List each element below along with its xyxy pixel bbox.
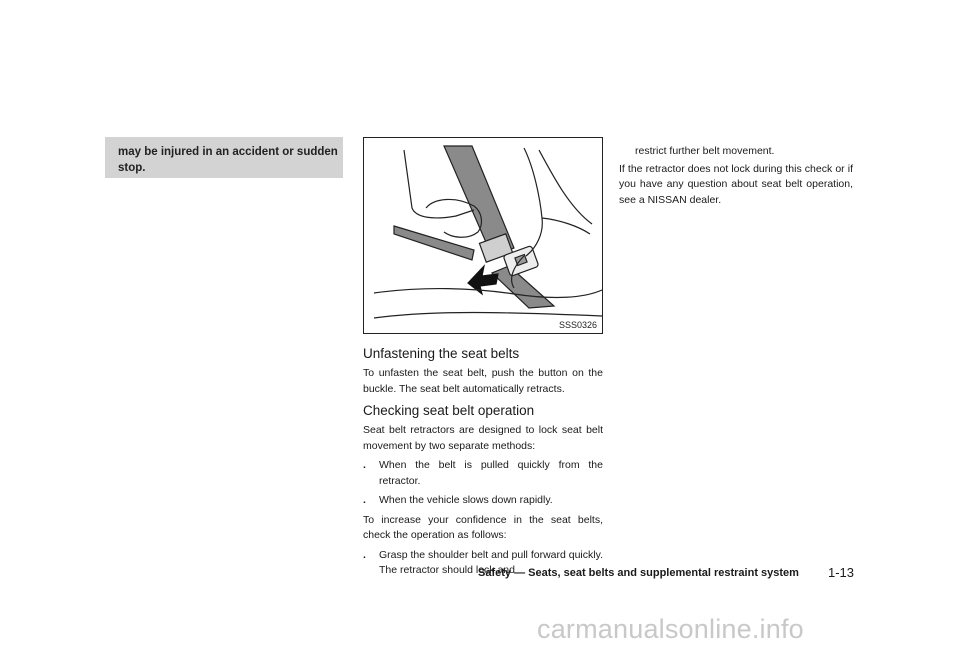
figure-code: SSS0326 xyxy=(558,320,597,330)
heading-unfastening: Unfastening the seat belts xyxy=(363,346,520,361)
paragraph-increase: To increase your confidence in the seat belts, check the operation as follows: xyxy=(363,513,603,541)
paragraph-dealer-note: If the retractor does not lock during this check or if you have any question about seat belt operation, see a NISSAN dealer. xyxy=(619,162,853,206)
column-right xyxy=(619,144,853,212)
warning-text: may be injured in an accident or sudden stop. xyxy=(118,146,338,174)
page-number: 1-13 xyxy=(828,565,855,580)
list-item: . When the belt is pulled quickly from the retractor. xyxy=(363,459,603,487)
list-item: . When the vehicle slows down rapidly. xyxy=(363,494,553,506)
seat-belt-figure xyxy=(363,137,603,334)
watermark: carmanualsonline.info xyxy=(537,614,804,644)
heading-checking: Checking seat belt operation xyxy=(363,403,535,418)
paragraph-checking-intro: Seat belt retractors are designed to lock seat belt movement by two separate methods: xyxy=(363,424,603,452)
seat-belt-buckle-illustration xyxy=(364,138,603,334)
page-footer xyxy=(478,567,858,579)
list-item: . Grasp the shoulder belt and pull forward quickly. The retractor should lock and xyxy=(363,548,603,576)
paragraph-unfastening: To unfasten the seat belt, push the button on the buckle. The seat belt automatically retracts. xyxy=(363,367,603,395)
paragraph-continued: restrict further belt movement. xyxy=(635,145,775,157)
footer-section-title: Safety — Seats, seat belts and supplemental restraint system xyxy=(478,567,799,579)
column-middle xyxy=(363,346,603,583)
